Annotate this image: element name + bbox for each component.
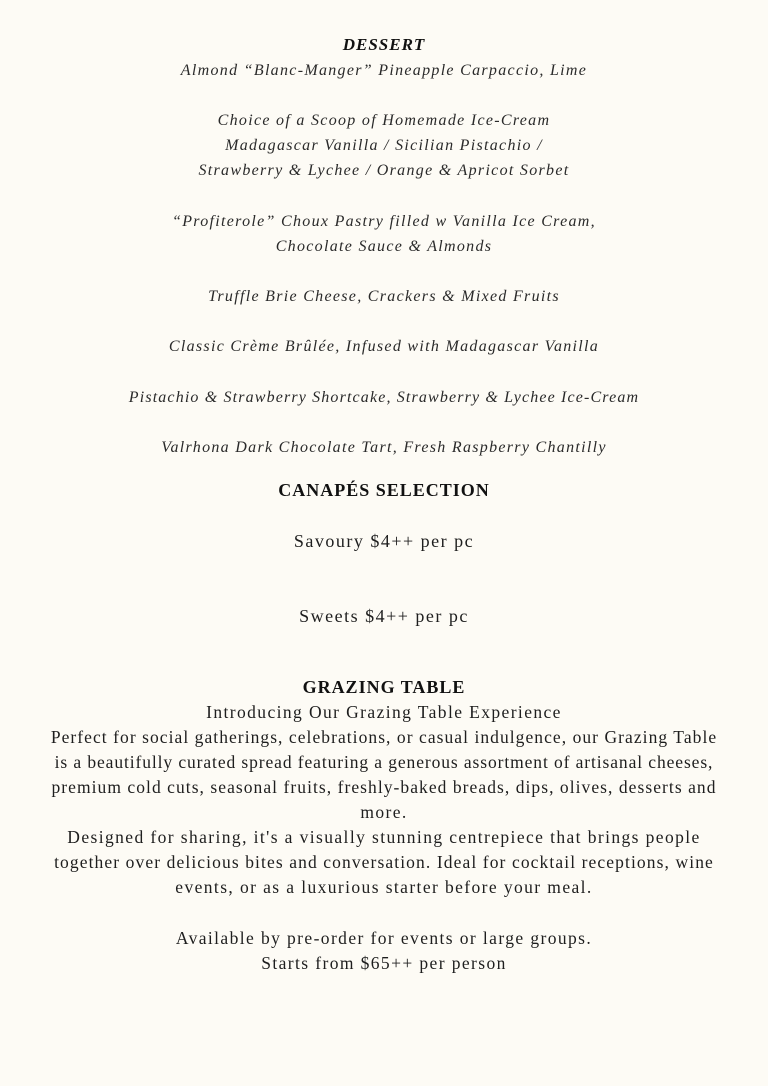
dessert-item-ice-cream-flavours-2: Strawberry & Lychee / Orange & Apricot Sorbet [198, 162, 570, 179]
grazing-paragraph-1-line-3: premium cold cuts, seasonal fruits, freshly-baked breads, dips, olives, desserts and [51, 777, 717, 797]
dessert-item-truffle-brie: Truffle Brie Cheese, Crackers & Mixed Fruits [208, 288, 560, 305]
dessert-item-ice-cream-flavours-1: Madagascar Vanilla / Sicilian Pistachio / [225, 137, 543, 154]
dessert-item-ice-cream-title: Choice of a Scoop of Homemade Ice-Cream [217, 112, 551, 129]
dessert-heading: DESSERT [342, 35, 426, 54]
grazing-paragraph-2-line-3: events, or as a luxurious starter before your meal. [175, 877, 593, 897]
dessert-item-chocolate-tart: Valrhona Dark Chocolate Tart, Fresh Raspberry Chantilly [161, 439, 607, 456]
grazing-paragraph-1-line-1: Perfect for social gatherings, celebrations, or casual indulgence, our Grazing Table [50, 727, 718, 747]
grazing-paragraph-1-line-4: more. [360, 802, 408, 822]
dessert-item-profiterole-1: “Profiterole” Choux Pastry filled w Vanilla Ice Cream, [172, 213, 596, 230]
grazing-paragraph-2-line-1: Designed for sharing, it's a visually stunning centrepiece that brings people [67, 827, 701, 847]
grazing-price: Starts from $65++ per person [261, 953, 507, 973]
grazing-paragraph-2-line-2: together over delicious bites and conversation. Ideal for cocktail receptions, wine [54, 852, 714, 872]
grazing-paragraph-1-line-2: is a beautifully curated spread featuring a generous assortment of artisanal cheeses, [54, 752, 714, 772]
dessert-item-shortcake: Pistachio & Strawberry Shortcake, Strawberry & Lychee Ice-Cream [128, 389, 640, 406]
canapes-sweets-price: Sweets $4++ per pc [299, 606, 469, 626]
grazing-heading: GRAZING TABLE [302, 677, 466, 697]
dessert-item-profiterole-2: Chocolate Sauce & Almonds [275, 238, 493, 255]
grazing-intro: Introducing Our Grazing Table Experience [206, 702, 562, 722]
grazing-availability: Available by pre-order for events or large groups. [175, 928, 593, 948]
dessert-item-blanc-manger: Almond “Blanc-Manger” Pineapple Carpaccio, Lime [180, 62, 588, 79]
canapes-heading: CANAPÉS SELECTION [278, 480, 490, 500]
dessert-item-creme-brulee: Classic Crème Brûlée, Infused with Madagascar Vanilla [168, 338, 600, 355]
canapes-savoury-price: Savoury $4++ per pc [293, 531, 475, 551]
